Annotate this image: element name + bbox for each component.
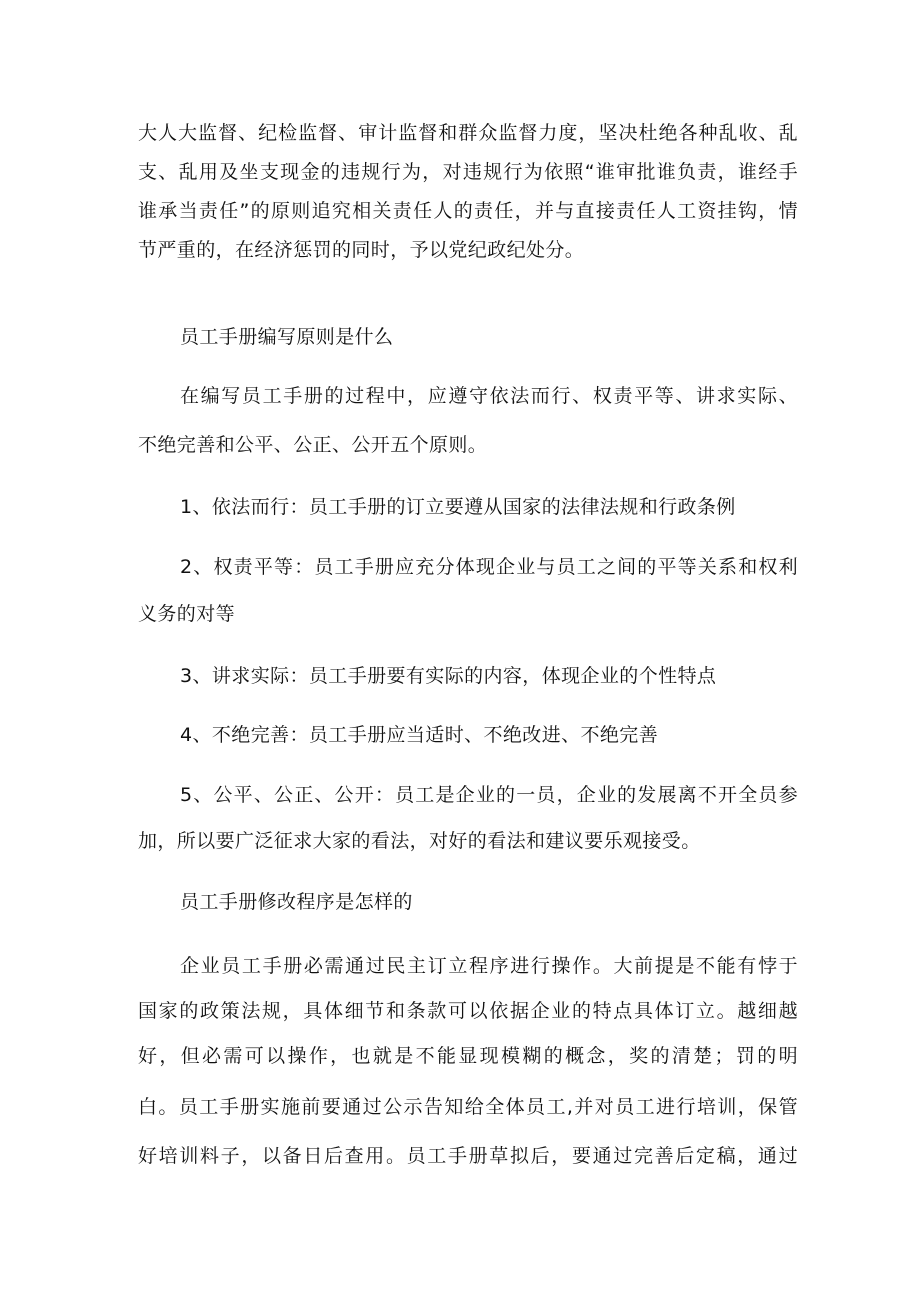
list-item: 5、公平、公正、公开：员工是企业的一员，企业的发展离不开全员参 — [180, 784, 798, 806]
paragraph-line: 好，但必需可以操作，也就是不能显现模糊的概念，奖的清楚；罚的明 — [138, 1045, 798, 1067]
paragraph-line: 在编写员工手册的过程中，应遵守依法而行、权责平等、讲求实际、 — [180, 385, 798, 407]
paragraph-line: 谁承当责任”的原则追究相关责任人的责任，并与直接责任人工资挂钩，情 — [138, 200, 798, 222]
list-item: 1、依法而行：员工手册的订立要遵从国家的法律法规和行政条例 — [180, 496, 736, 518]
paragraph-line: 大人大监督、纪检监督、审计监督和群众监督力度，坚决杜绝各种乱收、乱 — [138, 122, 798, 144]
section-heading: 员工手册编写原则是什么 — [180, 326, 394, 348]
paragraph-line: 国家的政策法规，具体细节和条款可以依据企业的特点具体订立。越细越 — [138, 1000, 798, 1022]
paragraph-line: 节严重的，在经济惩罚的同时，予以党纪政纪处分。 — [138, 239, 585, 261]
list-item: 3、讲求实际：员工手册要有实际的内容，体现企业的个性特点 — [180, 665, 717, 687]
paragraph-line: 支、乱用及坐支现金的违规行为，对违规行为依照“谁审批谁负责，谁经手 — [138, 161, 798, 183]
list-item: 2、权责平等：员工手册应充分体现企业与员工之间的平等关系和权利 — [180, 556, 798, 578]
paragraph-line: 不绝完善和公平、公正、公开五个原则。 — [138, 434, 488, 456]
section-heading: 员工手册修改程序是怎样的 — [180, 891, 413, 913]
list-item-continuation: 加，所以要广泛征求大家的看法，对好的看法和建议要乐观接受。 — [138, 830, 701, 852]
paragraph-line: 好培训料子，以备日后查用。员工手册草拟后，要通过完善后定稿，通过 — [138, 1145, 798, 1167]
list-item: 4、不绝完善：员工手册应当适时、不绝改进、不绝完善 — [180, 724, 659, 746]
paragraph-line: 企业员工手册必需通过民主订立程序进行操作。大前提是不能有悖于 — [180, 955, 798, 977]
list-item-continuation: 义务的对等 — [138, 603, 236, 625]
paragraph-line: 白。员工手册实施前要通过公示告知给全体员工,并对员工进行培训，保管 — [138, 1096, 798, 1118]
